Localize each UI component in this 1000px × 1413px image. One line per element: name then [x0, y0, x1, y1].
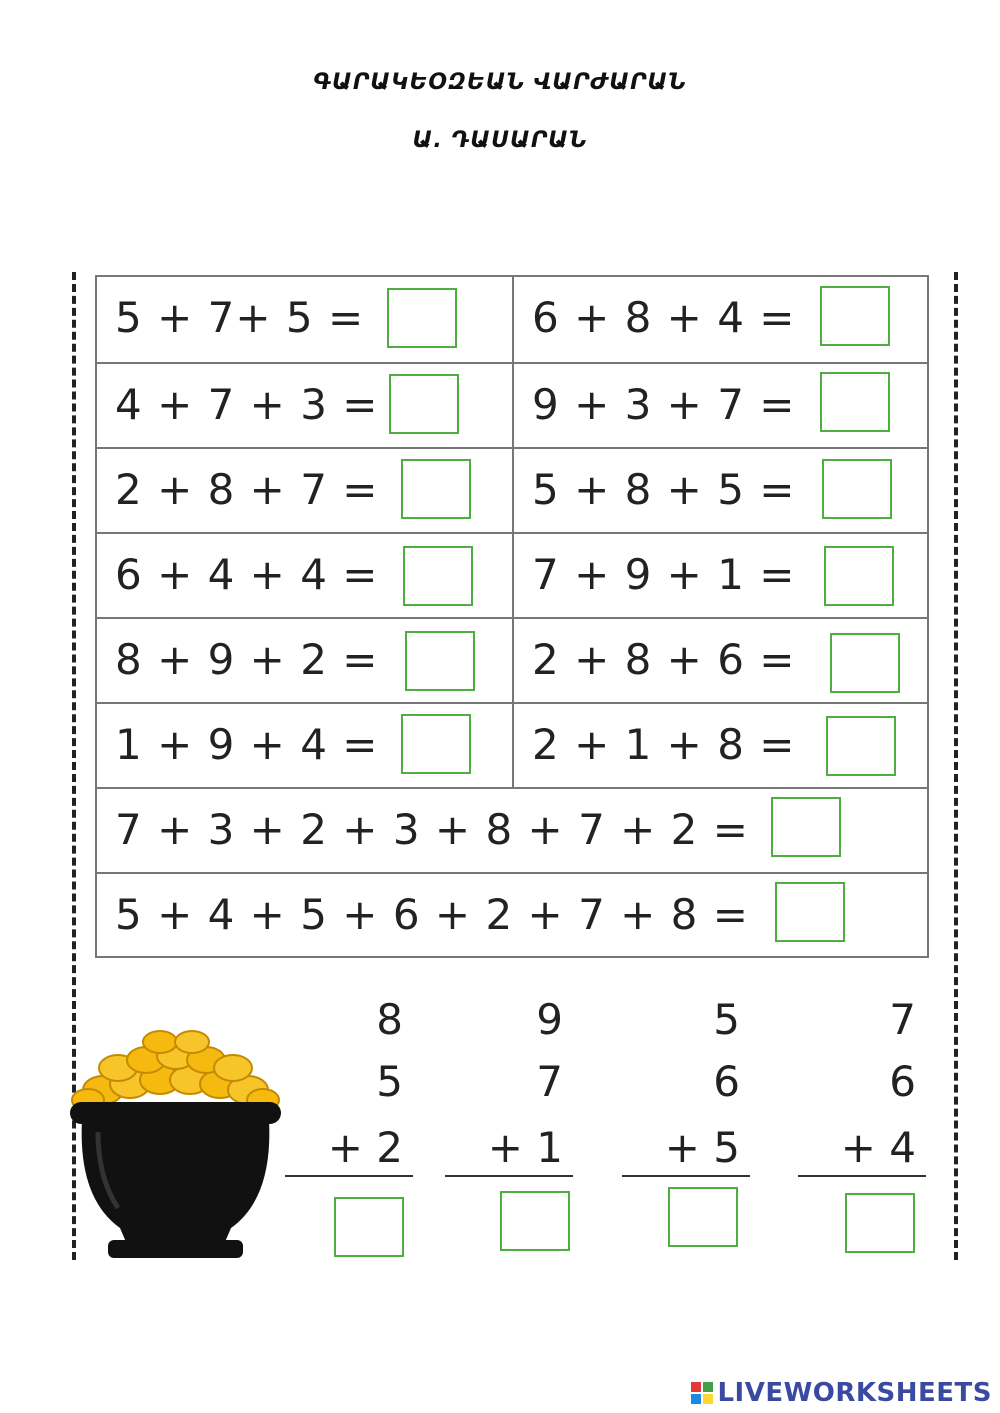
addend: 5	[713, 995, 740, 1044]
liveworksheets-brand	[691, 1378, 992, 1408]
equation-row	[97, 447, 927, 534]
answer-box[interactable]	[500, 1191, 570, 1251]
answer-box[interactable]	[822, 459, 892, 519]
equation-text: 7 + 9 + 1 =	[532, 550, 796, 599]
equation-text: 2 + 1 + 8 =	[532, 720, 796, 769]
equation-cell	[97, 534, 514, 619]
answer-box[interactable]	[403, 546, 473, 606]
equation-cell	[97, 277, 514, 362]
equation-cell	[514, 364, 927, 449]
worksheet-header-title: ԳԱՐԱԿԵՕԶԵԱՆ ՎԱՐԺԱՐԱՆ	[313, 70, 687, 95]
addend: 7	[536, 1057, 563, 1106]
equation-cell	[97, 874, 927, 959]
answer-box[interactable]	[830, 633, 900, 693]
answer-box[interactable]	[389, 374, 459, 434]
equation-row-long	[97, 872, 927, 959]
sum-line	[285, 1175, 413, 1177]
equation-row	[97, 532, 927, 619]
sum-line	[622, 1175, 750, 1177]
addend: + 2	[327, 1123, 403, 1172]
equation-text: 5 + 7+ 5 =	[115, 293, 365, 342]
answer-box[interactable]	[668, 1187, 738, 1247]
liveworksheets-logo-icon	[691, 1382, 713, 1404]
equation-text: 2 + 8 + 6 =	[532, 635, 796, 684]
pot-body	[70, 1102, 281, 1258]
pot-of-gold-icon	[68, 1028, 283, 1260]
answer-box[interactable]	[845, 1193, 915, 1253]
vertical-sum	[622, 995, 752, 1260]
answer-box[interactable]	[824, 546, 894, 606]
addend: + 1	[487, 1123, 563, 1172]
equation-text: 6 + 8 + 4 =	[532, 293, 796, 342]
addend: + 4	[840, 1123, 916, 1172]
sum-line	[445, 1175, 573, 1177]
equation-text: 9 + 3 + 7 =	[532, 380, 796, 429]
addend: 6	[889, 1057, 916, 1106]
equation-cell	[97, 364, 514, 449]
equation-row	[97, 362, 927, 449]
equation-text: 1 + 9 + 4 =	[115, 720, 379, 769]
answer-box[interactable]	[401, 459, 471, 519]
equation-text: 8 + 9 + 2 =	[115, 635, 379, 684]
equation-text: 7 + 3 + 2 + 3 + 8 + 7 + 2 =	[115, 805, 749, 854]
equation-cell	[514, 619, 927, 704]
equation-row	[97, 617, 927, 704]
equation-text: 6 + 4 + 4 =	[115, 550, 379, 599]
answer-box[interactable]	[401, 714, 471, 774]
equation-text: 5 + 4 + 5 + 6 + 2 + 7 + 8 =	[115, 890, 749, 939]
answer-box[interactable]	[775, 882, 845, 942]
addend: 6	[713, 1057, 740, 1106]
vertical-sum	[445, 995, 575, 1260]
addend: + 5	[664, 1123, 740, 1172]
right-dashed-border	[954, 272, 958, 1260]
equation-cell	[97, 704, 514, 789]
equation-text: 4 + 7 + 3 =	[115, 380, 379, 429]
brand-name: LIVEWORKSHEETS	[717, 1378, 992, 1408]
equation-cell	[97, 619, 514, 704]
addend: 9	[536, 995, 563, 1044]
addend: 7	[889, 995, 916, 1044]
equation-row	[97, 277, 927, 362]
answer-box[interactable]	[820, 372, 890, 432]
answer-box[interactable]	[334, 1197, 404, 1257]
equation-cell	[514, 449, 927, 534]
equation-grid	[95, 275, 929, 958]
equation-cell	[97, 789, 927, 874]
addend: 5	[376, 1057, 403, 1106]
equation-text: 5 + 8 + 5 =	[532, 465, 796, 514]
answer-box[interactable]	[387, 288, 457, 348]
equation-cell	[97, 449, 514, 534]
answer-box[interactable]	[826, 716, 896, 776]
worksheet-header-subtitle: Ա. ԴԱՍԱՐԱՆ	[412, 128, 588, 153]
equation-cell	[514, 277, 927, 362]
equation-cell	[514, 534, 927, 619]
equation-row	[97, 702, 927, 789]
vertical-sum	[285, 995, 415, 1260]
vertical-sum	[798, 995, 928, 1260]
equation-row-long	[97, 787, 927, 874]
gold-coins	[72, 1031, 279, 1111]
equation-cell	[514, 704, 927, 789]
answer-box[interactable]	[771, 797, 841, 857]
equation-text: 2 + 8 + 7 =	[115, 465, 379, 514]
addend: 8	[376, 995, 403, 1044]
answer-box[interactable]	[820, 286, 890, 346]
sum-line	[798, 1175, 926, 1177]
answer-box[interactable]	[405, 631, 475, 691]
